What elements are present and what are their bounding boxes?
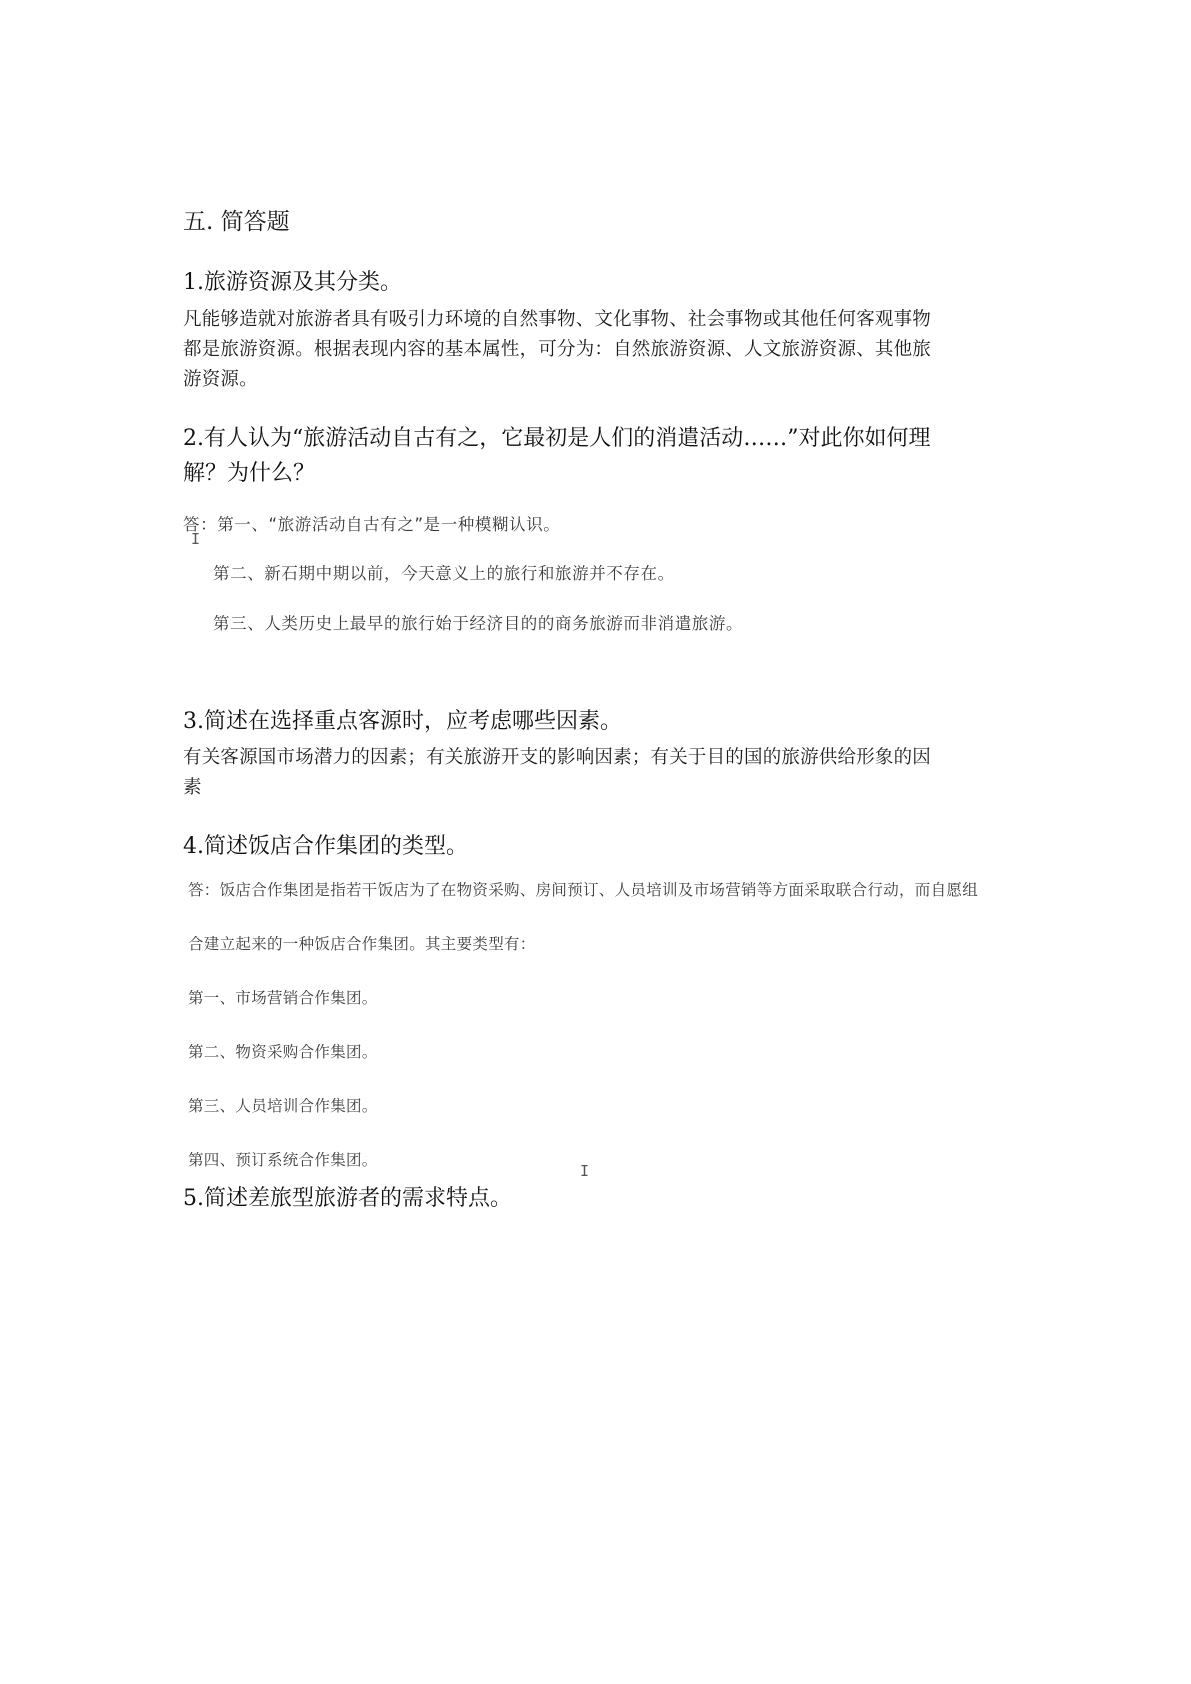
section-title: 五. 简答题 <box>183 209 290 235</box>
question-4: 4.简述饭店合作集团的类型。 <box>183 834 468 859</box>
question-5: 5.简述差旅型旅游者的需求特点。 <box>183 1186 512 1211</box>
answer-3-line-1: 有关客源国市场潜力的因素；有关旅游开支的影响因素；有关于目的国的旅游供给形象的因 <box>183 747 932 768</box>
answer-1-line-1: 凡能够造就对旅游者具有吸引力环境的自然事物、文化事物、社会事物或其他任何客观事物 <box>183 309 932 330</box>
answer-4-line-2: 合建立起来的一种饭店合作集团。其主要类型有： <box>188 935 536 953</box>
answer-2-line-2: 第二、新石期中期以前，今天意义上的旅行和旅游并不存在。 <box>213 564 675 583</box>
answer-1-line-2: 都是旅游资源。根据表现内容的基本属性，可分为：自然旅游资源、人文旅游资源、其他旅 <box>183 339 932 360</box>
answer-4-line-5: 第三、人员培训合作集团。 <box>188 1097 378 1115</box>
answer-2-line-3: 第三、人类历史上最早的旅行始于经济目的的商务旅游而非消遣旅游。 <box>213 614 744 633</box>
answer-2-line-1: 答：第一、“旅游活动自古有之”是一种模糊认识。 <box>183 515 561 534</box>
answer-4-line-1: 答：饭店合作集团是指若干饭店为了在物资采购、房间预订、人员培训及市场营销等方面采取联合行动，而自愿组 <box>188 881 979 899</box>
answer-4-line-4: 第二、物资采购合作集团。 <box>188 1043 378 1061</box>
text-cursor-icon: I <box>580 1162 590 1180</box>
question-2-line-1: 2.有人认为“旅游活动自古有之，它最初是人们的消遣活动……”对此你如何理 <box>183 426 931 451</box>
answer-4-line-6: 第四、预订系统合作集团。 <box>188 1151 378 1169</box>
text-cursor-icon: I <box>191 530 201 548</box>
answer-1-line-3: 游资源。 <box>183 369 258 390</box>
question-3: 3.简述在选择重点客源时，应考虑哪些因素。 <box>183 709 622 734</box>
question-1: 1.旅游资源及其分类。 <box>183 270 402 295</box>
answer-4-line-3: 第一、市场营销合作集团。 <box>188 989 378 1007</box>
question-2-line-2: 解？为什么？ <box>183 461 316 486</box>
answer-3-line-2: 素 <box>183 777 202 798</box>
